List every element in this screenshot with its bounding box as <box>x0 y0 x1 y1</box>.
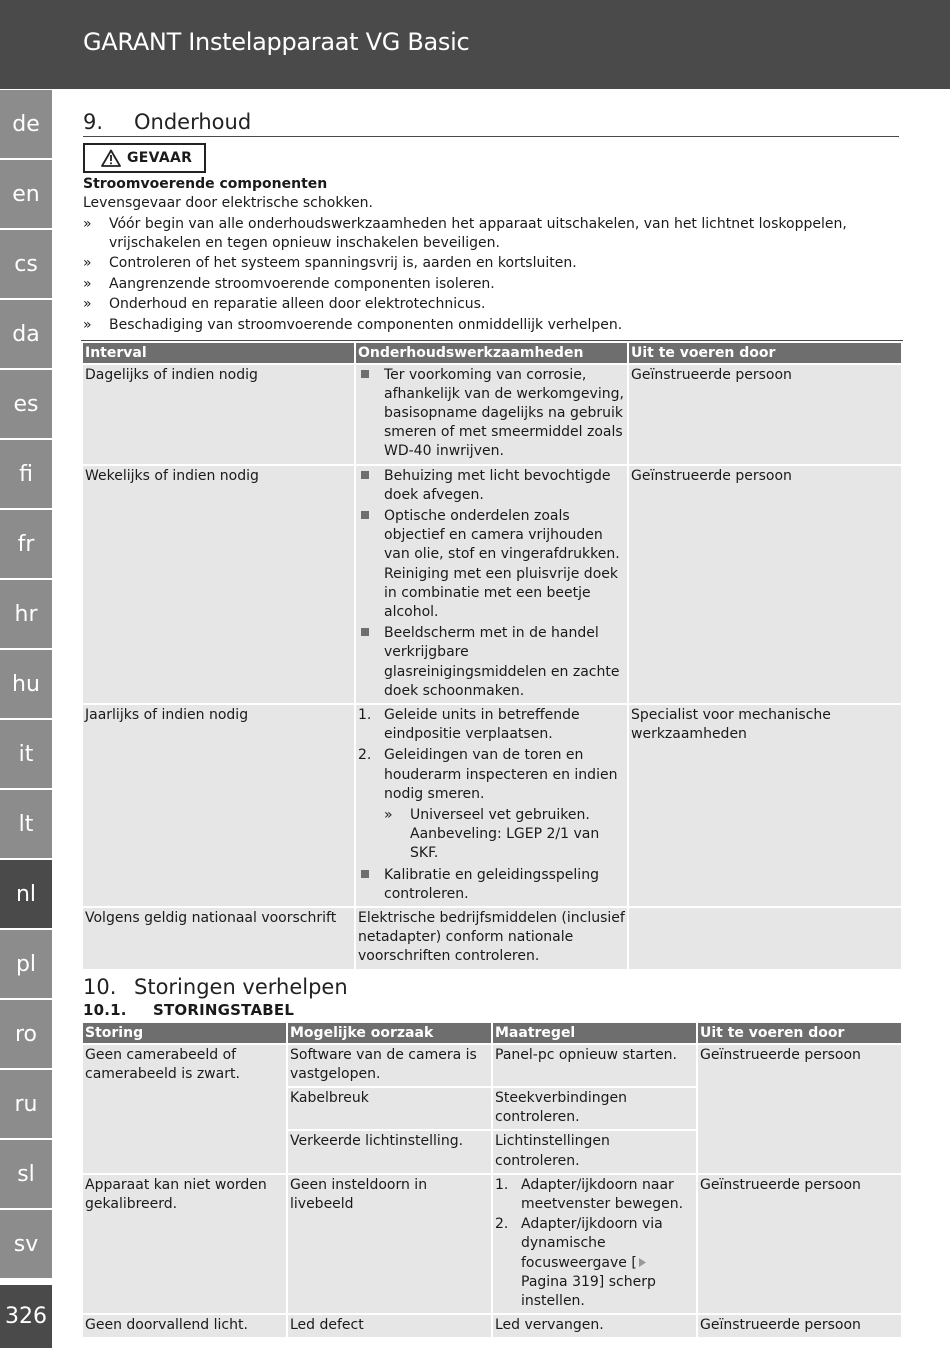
responsible-cell: Geïnstrueerde persoon <box>629 466 901 703</box>
arrow-right-icon <box>638 1257 647 1268</box>
main-content <box>83 110 899 1339</box>
task-list <box>358 866 625 904</box>
list-item-text: Optische onderdelen zoals objectief en camera vrijhouden van olie, stof en vingerafdrukken. Reiniging met een pluisvrije doek in combinatie met een beetje alcohol. <box>384 507 620 620</box>
list-item <box>495 1176 694 1214</box>
section-10-heading <box>83 975 899 999</box>
section-title: Onderhoud <box>134 110 252 134</box>
table-row <box>83 1045 901 1086</box>
bullet-mark: » <box>83 215 92 232</box>
task-cell <box>356 705 627 906</box>
cause-cell: Kabelbreuk <box>288 1088 491 1129</box>
subsection-heading <box>83 1001 899 1019</box>
cause-cell: Verkeerde lichtinstelling. <box>288 1131 491 1172</box>
fault-cell: Apparaat kan niet worden gekalibreerd. <box>83 1175 286 1313</box>
responsible-cell: Geïnstrueerde persoon <box>698 1045 901 1173</box>
lang-tab-fi[interactable]: fi <box>0 440 52 508</box>
list-item-text <box>521 1215 694 1311</box>
responsible-cell: Geïnstrueerde persoon <box>698 1315 901 1337</box>
lang-tab-es[interactable]: es <box>0 370 52 438</box>
lang-tab-it[interactable]: it <box>0 720 52 788</box>
square-bullet-icon <box>361 370 369 378</box>
interval-cell: Jaarlijks of indien nodig <box>83 705 354 906</box>
column-header: Uit te voeren door <box>698 1023 901 1043</box>
list-item <box>358 866 625 904</box>
lang-tab-hu[interactable]: hu <box>0 650 52 718</box>
task-cell: Elektrische bedrijfsmiddelen (inclusief netadapter) conform nationale voorschriften controleren. <box>356 908 627 969</box>
lang-tab-lt[interactable]: lt <box>0 790 52 858</box>
list-item <box>83 316 899 335</box>
step-text: scherp instellen. <box>521 1273 656 1310</box>
responsible-cell: Specialist voor mechanische werkzaamheden <box>629 705 901 906</box>
list-item-text: Geleide units in betreffende eindpositie verplaatsen. <box>384 706 580 743</box>
task-list <box>358 366 625 462</box>
list-item <box>83 254 899 273</box>
list-item <box>358 467 625 505</box>
task-cell <box>356 466 627 703</box>
list-item-text: Onderhoud en reparatie alleen door elektrotechnicus. <box>109 296 486 312</box>
column-header: Onderhoudswerkzaamheden <box>356 343 627 363</box>
lang-tab-cs[interactable]: cs <box>0 230 52 298</box>
column-header: Uit te voeren door <box>629 343 901 363</box>
list-item-text: Beschadiging van stroomvoerende componenten onmiddellijk verhelpen. <box>109 316 623 333</box>
table-row <box>83 1315 901 1337</box>
fault-cell: Geen doorvallend licht. <box>83 1315 286 1337</box>
table-row <box>83 1175 901 1313</box>
warning-text: Levensgevaar door elektrische schokken. <box>83 195 373 211</box>
interval-cell: Volgens geldig nationaal voorschrift <box>83 908 354 969</box>
responsible-cell <box>629 908 901 969</box>
cause-cell: Software van de camera is vastgelopen. <box>288 1045 491 1086</box>
square-bullet-icon <box>361 471 369 479</box>
warning-heading: Stroomvoerende componenten <box>83 176 328 192</box>
cause-cell: Geen insteldoorn in livebeeld <box>288 1175 491 1313</box>
table-row <box>83 466 901 703</box>
task-cell <box>356 365 627 464</box>
list-item-text: Geleidingen van de toren en houderarm inspecteren en indien nodig smeren. <box>384 747 618 802</box>
lang-tab-pl[interactable]: pl <box>0 930 52 998</box>
table-row <box>83 908 901 969</box>
lang-tab-ru[interactable]: ru <box>0 1070 52 1138</box>
square-bullet-icon <box>361 628 369 636</box>
responsible-cell: Geïnstrueerde persoon <box>629 365 901 464</box>
language-sidebar <box>0 89 52 1348</box>
list-item <box>83 275 899 294</box>
subsection-title: STORINGSTABEL <box>153 1000 295 1019</box>
sub-list-item <box>358 806 625 864</box>
step-list <box>495 1176 694 1311</box>
step-number: 2. <box>358 747 372 764</box>
subsection-number: 10.1. <box>83 1000 127 1019</box>
bullet-mark: » <box>83 255 92 271</box>
action-cell: Panel-pc opnieuw starten. <box>493 1045 696 1086</box>
list-item <box>358 624 625 701</box>
list-item <box>495 1215 694 1311</box>
lang-tab-hr[interactable]: hr <box>0 580 52 648</box>
warning-triangle-icon <box>101 149 121 167</box>
table-header-row <box>83 343 901 363</box>
list-item-text: Aangrenzende stroomvoerende componenten isoleren. <box>109 275 495 292</box>
step-number: 1. <box>495 1176 509 1193</box>
column-header: Mogelijke oorzaak <box>288 1023 491 1043</box>
lang-tab-ro[interactable]: ro <box>0 1000 52 1068</box>
square-bullet-icon <box>361 511 369 519</box>
page-reference: Pagina 319] <box>521 1273 605 1290</box>
action-cell: Lichtinstellingen controleren. <box>493 1131 696 1172</box>
lang-tab-en[interactable]: en <box>0 160 52 228</box>
bullet-mark: » <box>83 296 92 312</box>
step-text: Adapter/ijkdoorn via dynamische focusweergave [ <box>521 1216 663 1271</box>
list-item <box>83 295 899 314</box>
cause-cell: Led defect <box>288 1315 491 1337</box>
column-header: Interval <box>83 343 354 363</box>
lang-tab-sv[interactable]: sv <box>0 1210 52 1278</box>
bullet-mark: » <box>83 275 92 292</box>
task-list <box>358 706 625 804</box>
list-item-text: Behuizing met licht bevochtigde doek afvegen. <box>384 467 611 503</box>
table-header-row <box>83 1023 901 1043</box>
danger-badge <box>83 143 206 173</box>
section-number: 10. <box>83 974 117 999</box>
fault-cell: Geen camerabeeld of camerabeeld is zwart. <box>83 1045 286 1173</box>
danger-label: GEVAAR <box>127 150 193 166</box>
list-item <box>358 746 625 804</box>
action-cell: Steekverbindingen controleren. <box>493 1088 696 1129</box>
column-header: Storing <box>83 1023 286 1043</box>
list-item <box>358 366 625 462</box>
step-number: 2. <box>495 1216 509 1233</box>
list-item-text: Controleren of het systeem spanningsvrij is, aarden en kortsluiten. <box>109 255 577 271</box>
section-title: Storingen verhelpen <box>134 974 348 999</box>
list-item-text: Vóór begin van alle onderhoudswerkzaamheden het apparaat uitschakelen, van het lichtnet loskoppelen, vrijschakelen en tegen opnieuw inschakelen beveiligen. <box>109 215 847 251</box>
lang-tab-sl[interactable]: sl <box>0 1140 52 1208</box>
responsible-cell: Geïnstrueerde persoon <box>698 1175 901 1313</box>
list-item <box>358 507 625 622</box>
section-9-heading <box>83 110 899 137</box>
task-list <box>358 467 625 701</box>
maintenance-table <box>81 340 903 971</box>
list-item-text: Adapter/ijkdoorn naar meetvenster bewegen. <box>521 1176 684 1213</box>
interval-cell: Dagelijks of indien nodig <box>83 365 354 464</box>
list-item-text: Kalibratie en geleidingsspeling controleren. <box>384 866 599 902</box>
step-number: 1. <box>358 706 372 723</box>
lang-tab-nl[interactable]: nl <box>0 860 52 928</box>
lang-tab-da[interactable]: da <box>0 300 52 368</box>
interval-cell: Wekelijks of indien nodig <box>83 466 354 703</box>
bullet-mark: » <box>83 316 92 333</box>
action-cell <box>493 1175 696 1313</box>
page-number: 326 <box>0 1285 52 1348</box>
section-number: 9. <box>83 110 104 134</box>
action-cell: Led vervangen. <box>493 1315 696 1337</box>
list-item-text: Beeldscherm met in de handel verkrijgbare glasreinigingsmiddelen en zachte doek schoonmaken. <box>384 625 620 699</box>
list-item <box>83 215 899 253</box>
table-row <box>83 365 901 464</box>
troubleshooting-table <box>81 1021 903 1340</box>
column-header: Maatregel <box>493 1023 696 1043</box>
list-item-text: Ter voorkoming van corrosie, afhankelijk van de werkomgeving, basisopname dagelijks na gebruik smeren of met smeermiddel zoals WD-40 inwrijven. <box>384 366 624 460</box>
bullet-mark: » <box>384 806 393 823</box>
page-header <box>0 0 950 89</box>
list-item-text: Universeel vet gebruiken. Aanbeveling: LGEP 2/1 van SKF. <box>410 806 600 862</box>
warning-bullet-list <box>83 215 899 335</box>
square-bullet-icon <box>361 870 369 878</box>
list-item <box>358 706 625 744</box>
table-row <box>83 705 901 906</box>
document-title: GARANT Instelapparaat VG Basic <box>83 28 470 56</box>
lang-tab-fr[interactable]: fr <box>0 510 52 578</box>
lang-tab-de[interactable]: de <box>0 90 52 158</box>
